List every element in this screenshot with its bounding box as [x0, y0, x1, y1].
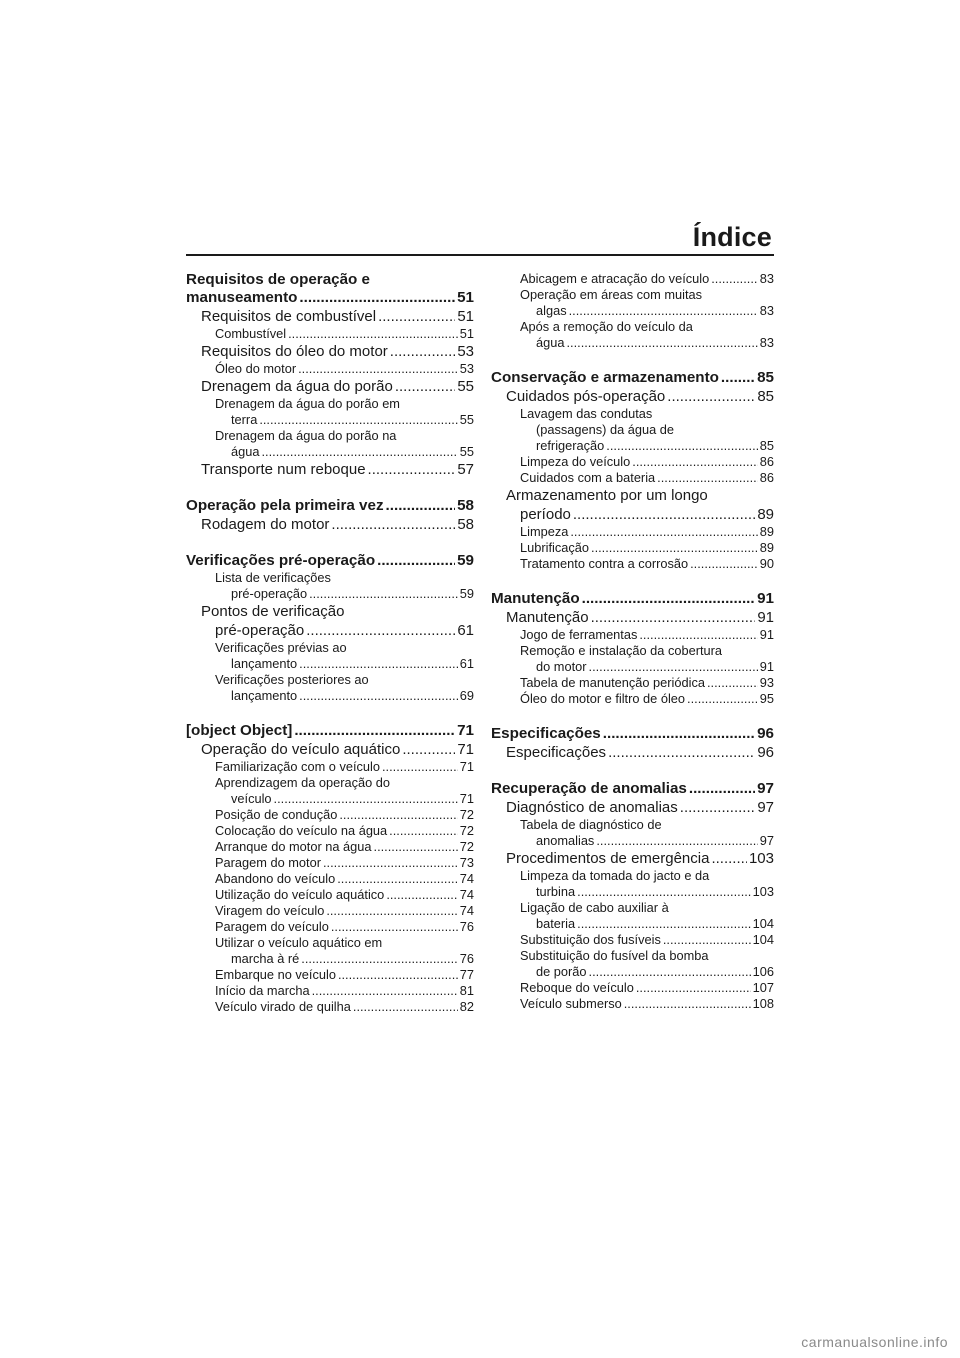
- toc-subentry[interactable]: Após a remoção do veículo da: [520, 319, 693, 334]
- toc-entry[interactable]: Requisitos do óleo do motor ..... 53: [186, 342, 474, 361]
- toc-entry[interactable]: Rodagem do motor ..... 58: [186, 515, 474, 534]
- toc-subentry[interactable]: Posição de condução ..... 72: [186, 807, 474, 823]
- toc-subentry[interactable]: lançamento ..... 69: [186, 688, 474, 704]
- toc-subentry[interactable]: Lubrificação ..... 89: [491, 540, 774, 556]
- toc-subentry[interactable]: Abandono do veículo ..... 74: [186, 871, 474, 887]
- toc-section-heading[interactable]: Conservação e armazenamento ..... 85: [491, 369, 774, 387]
- toc-subentry[interactable]: Embarque no veículo ..... 77: [186, 967, 474, 983]
- toc-section-heading[interactable]: [object Object] ..... 71: [186, 722, 474, 740]
- toc-subentry[interactable]: Verificações prévias ao: [215, 640, 347, 655]
- toc-section-heading[interactable]: Verificações pré-operação ..... 59: [186, 552, 474, 570]
- toc-subentry[interactable]: de porão ..... 106: [491, 964, 774, 980]
- toc-right-column: [491, 271, 774, 1012]
- toc-subentry[interactable]: Drenagem da água do porão em: [215, 396, 400, 411]
- toc-section-heading[interactable]: manuseamento ..... 51: [186, 289, 474, 307]
- toc-subentry[interactable]: Colocação do veículo na água ..... 72: [186, 823, 474, 839]
- toc-subentry[interactable]: pré-operação ..... 59: [186, 586, 474, 602]
- toc-entry[interactable]: Cuidados pós-operação ..... 85: [491, 387, 774, 406]
- toc-entry[interactable]: Procedimentos de emergência ..... 103: [491, 849, 774, 868]
- toc-subentry[interactable]: Limpeza do veículo ..... 86: [491, 454, 774, 470]
- toc-subentry[interactable]: Início da marcha ..... 81: [186, 983, 474, 999]
- toc-subentry[interactable]: terra ..... 55: [186, 412, 474, 428]
- toc-subentry[interactable]: Combustível ..... 51: [186, 326, 474, 342]
- toc-entry[interactable]: Requisitos de combustível ..... 51: [186, 307, 474, 326]
- toc-subentry[interactable]: Tabela de manutenção periódica ..... 93: [491, 675, 774, 691]
- toc-entry[interactable]: Drenagem da água do porão ..... 55: [186, 377, 474, 396]
- toc-subentry[interactable]: Reboque do veículo ..... 107: [491, 980, 774, 996]
- toc-subentry[interactable]: Óleo do motor ..... 53: [186, 361, 474, 377]
- toc-subentry[interactable]: Viragem do veículo ..... 74: [186, 903, 474, 919]
- toc-section-heading[interactable]: Requisitos de operação e: [186, 271, 370, 288]
- toc-subentry[interactable]: anomalias ..... 97: [491, 833, 774, 849]
- toc-subentry[interactable]: Tabela de diagnóstico de: [520, 817, 662, 832]
- toc-subentry[interactable]: algas ..... 83: [491, 303, 774, 319]
- toc-section-heading[interactable]: Especificações ..... 96: [491, 725, 774, 743]
- page-title: Índice: [692, 222, 772, 252]
- toc-entry[interactable]: Pontos de verificação: [201, 603, 345, 620]
- toc-subentry[interactable]: marcha à ré ..... 76: [186, 951, 474, 967]
- toc-subentry[interactable]: Substituição do fusível da bomba: [520, 948, 709, 963]
- toc-subentry[interactable]: lançamento ..... 61: [186, 656, 474, 672]
- toc-subentry[interactable]: do motor ..... 91: [491, 659, 774, 675]
- toc-subentry[interactable]: Substituição dos fusíveis ..... 104: [491, 932, 774, 948]
- toc-subentry[interactable]: Drenagem da água do porão na: [215, 428, 397, 443]
- toc-subentry[interactable]: Ligação de cabo auxiliar à: [520, 900, 669, 915]
- toc-subentry[interactable]: Abicagem e atracação do veículo ..... 83: [491, 271, 774, 287]
- toc-subentry[interactable]: turbina ..... 103: [491, 884, 774, 900]
- toc-subentry[interactable]: refrigeração ..... 85: [491, 438, 774, 454]
- toc-subentry[interactable]: água ..... 83: [491, 335, 774, 351]
- toc-entry[interactable]: Transporte num reboque ..... 57: [186, 460, 474, 479]
- toc-subentry[interactable]: água ..... 55: [186, 444, 474, 460]
- toc-section-heading[interactable]: Recuperação de anomalias ..... 97: [491, 780, 774, 798]
- toc-subentry[interactable]: Utilizar o veículo aquático em: [215, 935, 383, 950]
- toc-subentry[interactable]: veículo ..... 71: [186, 791, 474, 807]
- toc-subentry[interactable]: Cuidados com a bateria ..... 86: [491, 470, 774, 486]
- title-rule: [186, 254, 774, 256]
- toc-subentry[interactable]: Lista de verificações: [215, 570, 331, 585]
- toc-subentry[interactable]: Veículo submerso ..... 108: [491, 996, 774, 1012]
- toc-subentry[interactable]: Aprendizagem da operação do: [215, 775, 391, 790]
- toc-left-column: [186, 271, 474, 1015]
- toc-entry[interactable]: Manutenção ..... 91: [491, 608, 774, 627]
- toc-subentry[interactable]: Verificações posteriores ao: [215, 672, 369, 687]
- toc-subentry[interactable]: Óleo do motor e filtro de óleo ..... 95: [491, 691, 774, 707]
- toc-section-heading[interactable]: Manutenção ..... 91: [491, 590, 774, 608]
- toc-subentry[interactable]: Operação em áreas com muitas: [520, 287, 703, 302]
- toc-subentry[interactable]: Lavagem das condutas: [520, 406, 653, 421]
- toc-subentry[interactable]: Paragem do veículo ..... 76: [186, 919, 474, 935]
- toc-subentry[interactable]: Veículo virado de quilha ..... 82: [186, 999, 474, 1015]
- toc-subentry[interactable]: Familiarização com o veículo ..... 71: [186, 759, 474, 775]
- toc-entry[interactable]: Diagnóstico de anomalias ..... 97: [491, 798, 774, 817]
- toc-entry[interactable]: Armazenamento por um longo: [506, 487, 708, 504]
- toc-entry[interactable]: período ..... 89: [491, 505, 774, 524]
- toc-subentry[interactable]: Jogo de ferramentas ..... 91: [491, 627, 774, 643]
- toc-subentry[interactable]: Remoção e instalação da cobertura: [520, 643, 723, 658]
- toc-entry[interactable]: pré-operação ..... 61: [186, 621, 474, 640]
- toc-subentry[interactable]: Limpeza da tomada do jacto e da: [520, 868, 710, 883]
- toc-entry[interactable]: Operação do veículo aquático ..... 71: [186, 740, 474, 759]
- toc-subentry[interactable]: (passagens) da água de: [536, 422, 675, 437]
- toc-subentry[interactable]: Limpeza ..... 89: [491, 524, 774, 540]
- toc-subentry[interactable]: Paragem do motor ..... 73: [186, 855, 474, 871]
- toc-subentry[interactable]: Tratamento contra a corrosão ..... 90: [491, 556, 774, 572]
- toc-subentry[interactable]: bateria ..... 104: [491, 916, 774, 932]
- toc-subentry[interactable]: Utilização do veículo aquático ..... 74: [186, 887, 474, 903]
- toc-entry[interactable]: Especificações ..... 96: [491, 743, 774, 762]
- toc-subentry[interactable]: Arranque do motor na água ..... 72: [186, 839, 474, 855]
- toc-section-heading[interactable]: Operação pela primeira vez ..... 58: [186, 497, 474, 515]
- watermark: carmanualsonline.info: [801, 1334, 948, 1350]
